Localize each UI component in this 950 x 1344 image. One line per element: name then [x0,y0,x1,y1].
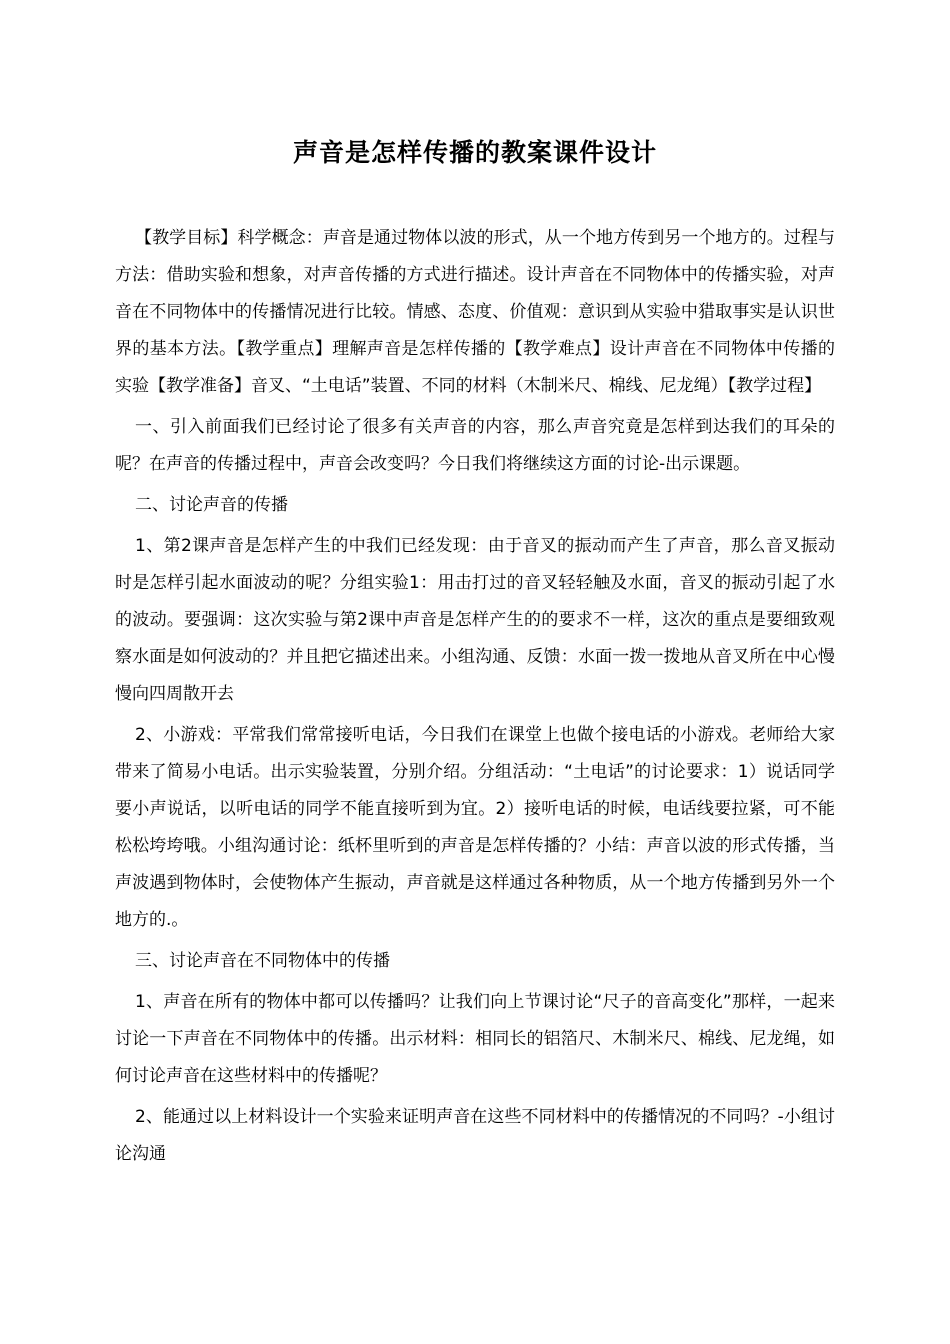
paragraph-experiment-1: 1、第2课声音是怎样产生的中我们已经发现：由于音叉的振动而产生了声音，那么音叉振动时是怎样引起水面波动的呢？分组实验1：用击打过的音叉轻轻触及水面，音叉的振动引起了水的波动。要强调：这次实验与第2课中声音是怎样产生的的要求不一样，这次的重点是要细致观察水面是如何波动的？并且把它描述出来。小组沟通、反馈：水面一拨一拨地从音叉所在中心慢慢向四周散开去 [115,536,835,704]
document-title: 声音是怎样传播的教案课件设计 [292,138,657,167]
paragraph-intro: 一、引入前面我们已经讨论了很多有关声音的内容，那么声音究竟是怎样到达我们的耳朵的呢？在声音的传播过程中，声音会改变吗？今日我们将继续这方面的讨论-出示课题。 [115,417,835,474]
section-heading-2: 二、讨论声音的传播 [135,495,288,515]
document-body [115,220,835,1177]
paragraph-materials: 1、声音在所有的物体中都可以传播吗？让我们向上节课讨论“尺子的音高变化”那样，一起来讨论一下声音在不同物体中的传播。出示材料：相同长的铝箔尺、木制米尺、棉线、尼龙绳，如何讨论声音在这些材料中的传播呢？ [115,992,835,1086]
section-heading-3: 三、讨论声音在不同物体中的传播 [135,951,390,971]
paragraph-objectives: 【教学目标】科学概念：声音是通过物体以波的形式，从一个地方传到另一个地方的。过程与方法：借助实验和想象，对声音传播的方式进行描述。设计声音在不同物体中的传播实验，对声音在不同物体中的传播情况进行比较。情感、态度、价值观：意识到从实验中猎取事实是认识世界的基本方法。【教学重点】理解声音是怎样传播的【教学难点】设计声音在不同物体中传播的实验【教学准备】音叉、“土电话”装置、不同的材料（木制米尺、棉线、尼龙绳）【教学过程】 [115,228,835,396]
paragraph-game: 2、小游戏：平常我们常常接听电话，今日我们在课堂上也做个接电话的小游戏。老师给大家带来了简易小电话。出示实验装置，分别介绍。分组活动：“土电话”的讨论要求：1）说话同学要小声说话，以听电话的同学不能直接听到为宜。2）接听电话的时候，电话线要拉紧，可不能松松垮垮哦。小组沟通讨论：纸杯里听到的声音是怎样传播的？小结：声音以波的形式传播，当声波遇到物体时，会使物体产生振动，声音就是这样通过各种物质，从一个地方传播到另外一个地方的.。 [115,725,835,930]
paragraph-design: 2、能通过以上材料设计一个实验来证明声音在这些不同材料中的传播情况的不同吗？-小组讨论沟通 [115,1107,835,1164]
